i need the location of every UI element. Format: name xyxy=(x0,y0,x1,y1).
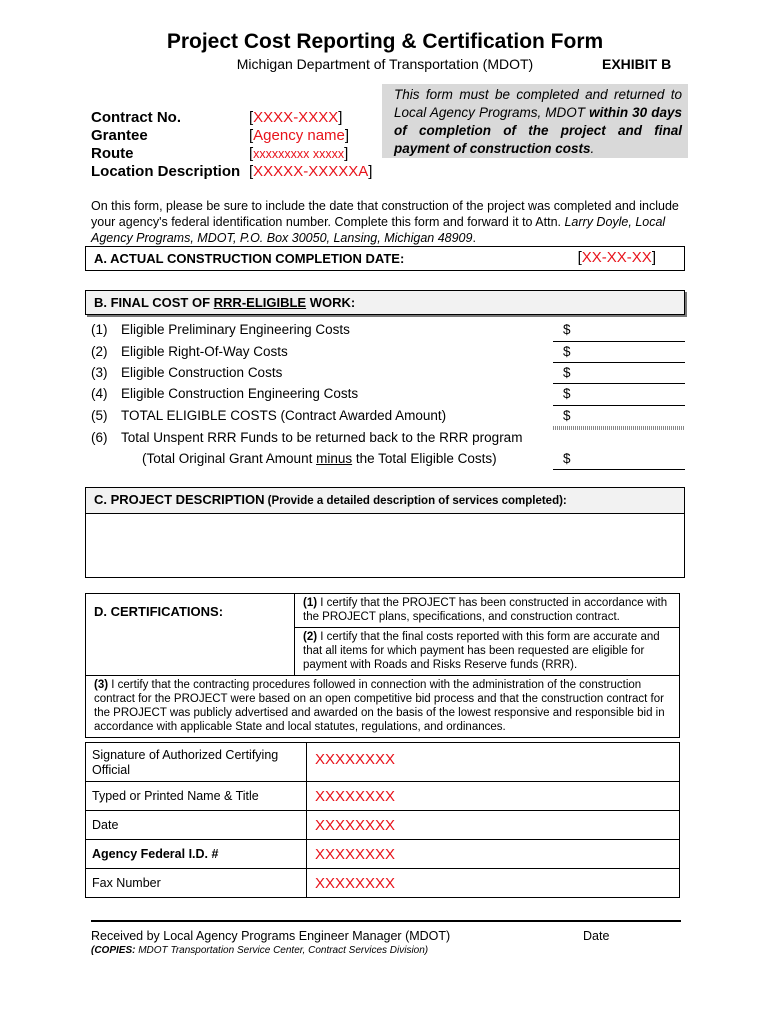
name-title-label: Typed or Printed Name & Title xyxy=(86,782,307,811)
cost-rule xyxy=(553,405,685,406)
section-c-box xyxy=(85,487,685,578)
detail-minus: minus xyxy=(316,451,353,466)
location-value: XXXXX-XXXXXA xyxy=(253,163,369,180)
section-b-label-suffix: WORK: xyxy=(306,295,356,310)
cost-line-3 xyxy=(91,365,282,380)
cost-label: Eligible Preliminary Engineering Costs xyxy=(121,322,350,337)
name-title-input[interactable]: XXXXXXXX xyxy=(307,782,680,811)
location-label: Location Description xyxy=(91,163,241,180)
cost-rule xyxy=(553,362,685,363)
section-b-label xyxy=(94,293,355,313)
notice-end: . xyxy=(590,141,595,156)
cert-1-num: (1) xyxy=(303,597,318,609)
cost-line-5 xyxy=(91,408,446,423)
cost-line-6 xyxy=(91,430,522,445)
contract-no-label: Contract No. xyxy=(91,109,181,126)
received-by-label: Received by Local Agency Programs Engineer Manager (MDOT) xyxy=(91,929,451,943)
cert-2-text: I certify that the final costs reported with this form are accurate and that all items for which payment has been requested are eligible for payment with Roads and Risks Reserve funds (RRR). xyxy=(303,631,660,671)
cost-num: (3) xyxy=(91,365,108,380)
section-a-label: A. ACTUAL CONSTRUCTION COMPLETION DATE: xyxy=(94,251,405,266)
section-b-header xyxy=(85,290,685,315)
cost-num: (5) xyxy=(91,408,108,423)
date-input[interactable]: XXXXXXXX xyxy=(307,811,680,840)
agency-subtitle: Michigan Department of Transportation (MDOT) xyxy=(236,56,534,72)
cert-1 xyxy=(295,594,680,628)
fax-input[interactable]: XXXXXXXX xyxy=(307,869,680,898)
contract-no-field[interactable]: [XXXX-XXXX] xyxy=(249,109,343,126)
contract-no-value: XXXX-XXXX xyxy=(253,109,339,126)
cost-label: Eligible Construction Engineering Costs xyxy=(121,386,359,401)
fax-label: Fax Number xyxy=(86,869,307,898)
copies-note xyxy=(91,945,428,956)
cost-label: Total Unspent RRR Funds to be returned back to the RRR program xyxy=(121,430,523,445)
attn-address: Larry Doyle, Local Agency Programs, MDOT, P.O. Box 30050, Lansing, Michigan 48909 xyxy=(91,215,666,245)
detail-prefix: (Total Original Grant Amount xyxy=(142,451,317,466)
cost-rule xyxy=(553,383,685,384)
federal-id-input[interactable]: XXXXXXXX xyxy=(307,840,680,869)
total-hatch-rule xyxy=(553,426,685,430)
section-b-label-underlined: RRR-ELIGIBLE xyxy=(213,295,307,310)
cost-input-3[interactable]: $ xyxy=(563,365,571,380)
grantee-label: Grantee xyxy=(91,127,148,144)
received-date-label: Date xyxy=(583,929,610,943)
exhibit-label: EXHIBIT B xyxy=(602,56,672,72)
instructions-paragraph xyxy=(91,198,691,246)
cost-input-2[interactable]: $ xyxy=(563,344,571,359)
grantee-value: Agency name xyxy=(253,127,345,144)
section-c-header xyxy=(86,488,684,514)
cert-3-num: (3) xyxy=(94,679,109,691)
cost-input-4[interactable]: $ xyxy=(563,386,571,401)
cert-3 xyxy=(86,676,680,738)
signature-input[interactable]: XXXXXXXX xyxy=(307,743,680,782)
cost-rule xyxy=(553,469,685,470)
cost-input-1[interactable]: $ xyxy=(563,322,571,337)
cost-line-6-detail xyxy=(142,451,497,466)
section-a-box xyxy=(85,246,685,271)
cert-3-text: I certify that the contracting procedures followed in connection with the administration of the construction contract for the PROJECT were based on an open competitive bid process and that the construction contract for the PROJECT was publicly advertised and awarded on the basis of the lowest responsive and responsible bid in accordance with applicable State and local statutes, regulations, and ordinances. xyxy=(94,679,665,733)
cost-line-4 xyxy=(91,386,358,401)
cost-label: Eligible Right-Of-Way Costs xyxy=(121,344,288,359)
completion-date-field[interactable]: [XX-XX-XX] xyxy=(577,249,656,266)
federal-id-label: Agency Federal I.D. # xyxy=(86,840,307,869)
cost-num: (1) xyxy=(91,322,108,337)
route-value: xxxxxxxxx xxxxx xyxy=(253,147,345,161)
cost-line-1 xyxy=(91,322,350,337)
instructions-text: On this form, please be sure to include the date that construction of the project was completed and include your agency's federal identification number. Complete this form and forward it to Attn. xyxy=(91,199,679,229)
section-c-title: C. PROJECT DESCRIPTION xyxy=(94,492,265,507)
cost-input-5[interactable]: $ xyxy=(563,408,571,423)
grantee-field[interactable]: [Agency name] xyxy=(249,127,350,144)
route-field[interactable]: [xxxxxxxxx xxxxx] xyxy=(249,145,349,162)
completion-date-value: XX-XX-XX xyxy=(581,249,652,266)
cost-label: TOTAL ELIGIBLE COSTS (Contract Awarded Amount) xyxy=(121,408,447,423)
cost-input-6[interactable]: $ xyxy=(563,451,571,466)
route-label: Route xyxy=(91,145,134,162)
notice-deadline: within 30 days of completion of the project and final payment of construction costs xyxy=(394,105,683,156)
cost-rule xyxy=(553,341,685,342)
cost-num: (6) xyxy=(91,430,108,445)
section-b-label-prefix: B. FINAL COST OF xyxy=(94,295,214,310)
cost-num: (4) xyxy=(91,386,108,401)
notice-text: This form must be completed and returned to Local Agency Programs, MDOT xyxy=(394,87,682,120)
sig-label: Signature of Authorized Certifying Official xyxy=(86,743,307,782)
cert-1-text: I certify that the PROJECT has been constructed in accordance with the PROJECT plans, specifications, and construction contract. xyxy=(303,597,668,623)
location-field[interactable]: [XXXXX-XXXXXA] xyxy=(249,163,373,180)
form-title: Project Cost Reporting & Certification Form xyxy=(166,30,604,53)
cost-label: Eligible Construction Costs xyxy=(121,365,283,380)
received-signature-line[interactable] xyxy=(91,920,681,922)
section-c-hint: (Provide a detailed description of services completed): xyxy=(264,495,567,507)
instructions-end: . xyxy=(472,231,476,245)
signature-table xyxy=(85,742,680,898)
date-label: Date xyxy=(86,811,307,840)
copies-label: (COPIES: xyxy=(91,945,136,956)
section-c-label xyxy=(94,490,567,511)
copies-text: MDOT Transportation Service Center, Contract Services Division) xyxy=(135,945,429,956)
cost-num: (2) xyxy=(91,344,108,359)
section-d-label: D. CERTIFICATIONS: xyxy=(86,594,295,676)
return-notice xyxy=(382,84,688,158)
cost-line-2 xyxy=(91,344,288,359)
detail-suffix: the Total Eligible Costs) xyxy=(352,451,497,466)
project-description-input[interactable] xyxy=(86,514,684,577)
cert-2-num: (2) xyxy=(303,631,318,643)
cert-2 xyxy=(295,628,680,676)
certifications-table xyxy=(85,593,680,738)
